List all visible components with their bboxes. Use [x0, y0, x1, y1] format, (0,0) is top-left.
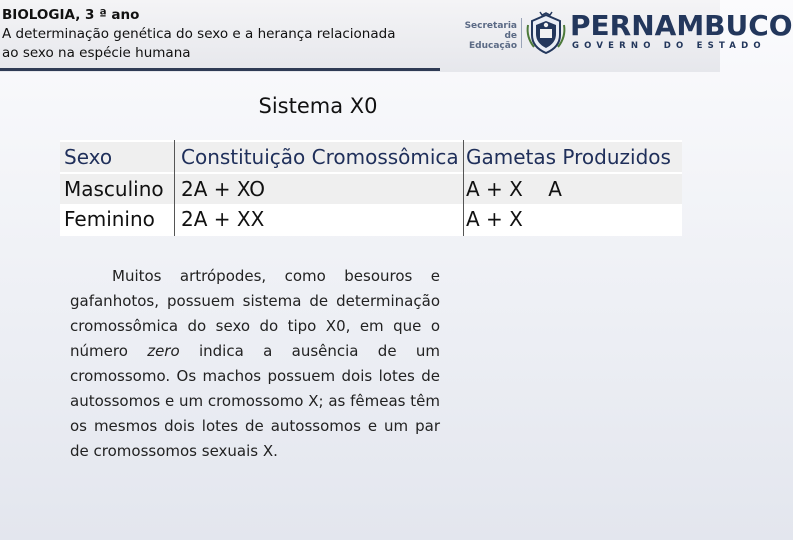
table-column-divider	[463, 140, 464, 236]
subject-line: BIOLOGIA, 3 ª ano	[2, 7, 140, 23]
slide-title: Sistema X0	[258, 94, 378, 118]
cell-gametes-male: A + X A	[466, 177, 562, 201]
secretaria-line-1: Secretaria de	[464, 21, 517, 41]
header-cell-gametes: Gametas Produzidos	[466, 145, 671, 169]
paragraph-text-end: indica a ausência de um cromossomo. Os machos possuem dois lotes de autossomos e um cromossomo X; as fêmeas têm os mesmos dois lotes de autossomos e um par de cromossomos sexuais X.	[70, 342, 441, 460]
header-cell-sex: Sexo	[64, 145, 113, 169]
header-rule	[0, 68, 440, 71]
cell-sex-male: Masculino	[64, 177, 164, 201]
cell-constitution-male: 2A + XO	[181, 177, 266, 201]
slide-header	[0, 0, 793, 72]
paragraph-text-start: Muitos artrópodes, como besouros e gafanhotos, possuem sistema de determinação cromossômica do sexo do tipo X0, em que o número	[70, 267, 440, 360]
chromosome-table	[60, 140, 682, 236]
table-column-divider	[174, 140, 175, 236]
table-row	[60, 204, 682, 234]
cell-gametes-female: A + X	[466, 207, 523, 231]
header-cell-constitution: Constituição Cromossômica	[181, 145, 459, 169]
paragraph-emphasis: zero	[147, 342, 180, 360]
brand-wordmark: PERNAMBUCO	[570, 9, 793, 42]
secretaria-line-2: Educação	[469, 41, 517, 51]
topic-line-1: A determinação genética do sexo e a herança relacionada	[2, 26, 396, 42]
coat-of-arms-icon	[526, 11, 566, 55]
table-row	[60, 174, 682, 204]
body-paragraph	[70, 264, 440, 464]
header-text	[2, 6, 395, 63]
logo-divider	[521, 18, 522, 48]
topic-line-2: ao sexo na espécie humana	[2, 45, 191, 61]
brand-subtitle: GOVERNO DO ESTADO	[572, 41, 766, 51]
cell-constitution-female: 2A + XX	[181, 207, 265, 231]
table-header-row	[60, 142, 682, 172]
cell-sex-female: Feminino	[64, 207, 155, 231]
secretaria-label	[453, 21, 517, 51]
